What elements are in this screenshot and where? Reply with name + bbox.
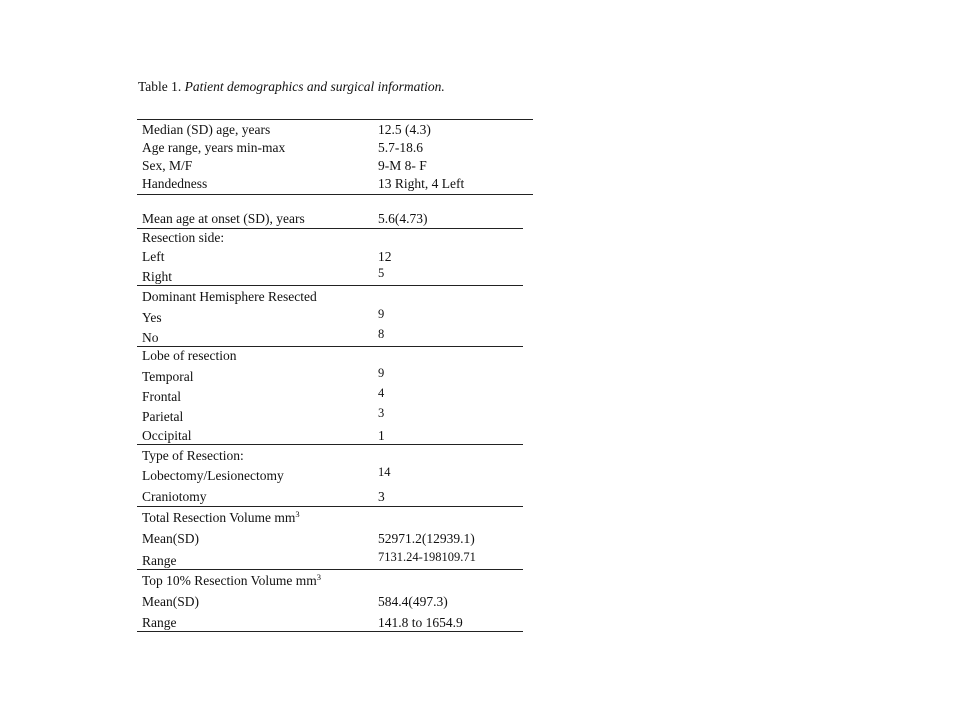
row-label: Lobectomy/Lesionectomy (142, 468, 284, 483)
row-label: Frontal (142, 389, 181, 404)
row-value: 1 (378, 428, 385, 443)
row-label: Range (142, 615, 177, 630)
row-value: 5 (378, 266, 385, 280)
table-caption (138, 79, 445, 95)
row-value: 7131.24-198109.71 (378, 550, 476, 564)
rule-dominant (137, 346, 523, 347)
row-value: 141.8 to 1654.9 (378, 615, 463, 630)
row-value: 5.7-18.6 (378, 140, 423, 155)
row-label: Craniotomy (142, 489, 207, 504)
row-value: 12.5 (4.3) (378, 122, 431, 137)
row-value: 12 (378, 249, 392, 264)
row-label: Lobe of resection (142, 348, 237, 363)
rule-top (137, 119, 533, 120)
row-value: 3 (378, 406, 385, 420)
row-label: Dominant Hemisphere Resected (142, 289, 317, 304)
row-label: Sex, M/F (142, 158, 193, 173)
row-label: Resection side: (142, 230, 225, 245)
row-value: 14 (378, 465, 391, 479)
rule-type (137, 506, 523, 507)
row-value: 8 (378, 327, 385, 341)
row-label: Parietal (142, 409, 184, 424)
row-value: 52971.2(12939.1) (378, 531, 475, 546)
row-value: 13 Right, 4 Left (378, 176, 465, 191)
row-label: No (142, 330, 159, 345)
rule-demographics (137, 194, 533, 195)
row-label (142, 510, 300, 526)
table-title: Patient demographics and surgical information. (184, 79, 445, 94)
table-number: Table 1. (138, 79, 182, 94)
rule-side (137, 285, 523, 286)
superscript: 3 (295, 509, 300, 519)
row-value: 3 (378, 489, 385, 504)
row-label: Range (142, 553, 177, 568)
row-label: Handedness (142, 176, 208, 191)
rule-bottom (137, 631, 523, 632)
row-label: Type of Resection: (142, 448, 244, 463)
row-label: Temporal (142, 369, 194, 384)
row-value: 5.6(4.73) (378, 211, 428, 226)
row-label: Mean age at onset (SD), years (142, 211, 305, 226)
rule-onset (137, 228, 523, 229)
superscript: 3 (316, 572, 322, 582)
row-value: 9 (378, 366, 385, 380)
row-value: 9 (378, 307, 385, 321)
row-label: Yes (142, 310, 162, 325)
row-label: Mean(SD) (142, 594, 199, 609)
row-label: Mean(SD) (142, 531, 199, 546)
row-value: 584.4(497.3) (378, 594, 448, 609)
rule-total-volume (137, 569, 523, 570)
row-label: Right (142, 269, 173, 284)
row-label: Median (SD) age, years (142, 122, 271, 137)
row-value: 9-M 8- F (378, 158, 427, 173)
row-value: 4 (378, 386, 385, 400)
row-label: Occipital (142, 428, 192, 443)
rule-lobe (137, 444, 523, 445)
row-label: Age range, years min-max (142, 140, 286, 155)
row-label: Left (142, 249, 165, 264)
row-label-text: Total Resection Volume mm (142, 510, 296, 525)
row-label-text: Top 10% Resection Volume mm (142, 573, 317, 588)
row-label (142, 573, 321, 589)
